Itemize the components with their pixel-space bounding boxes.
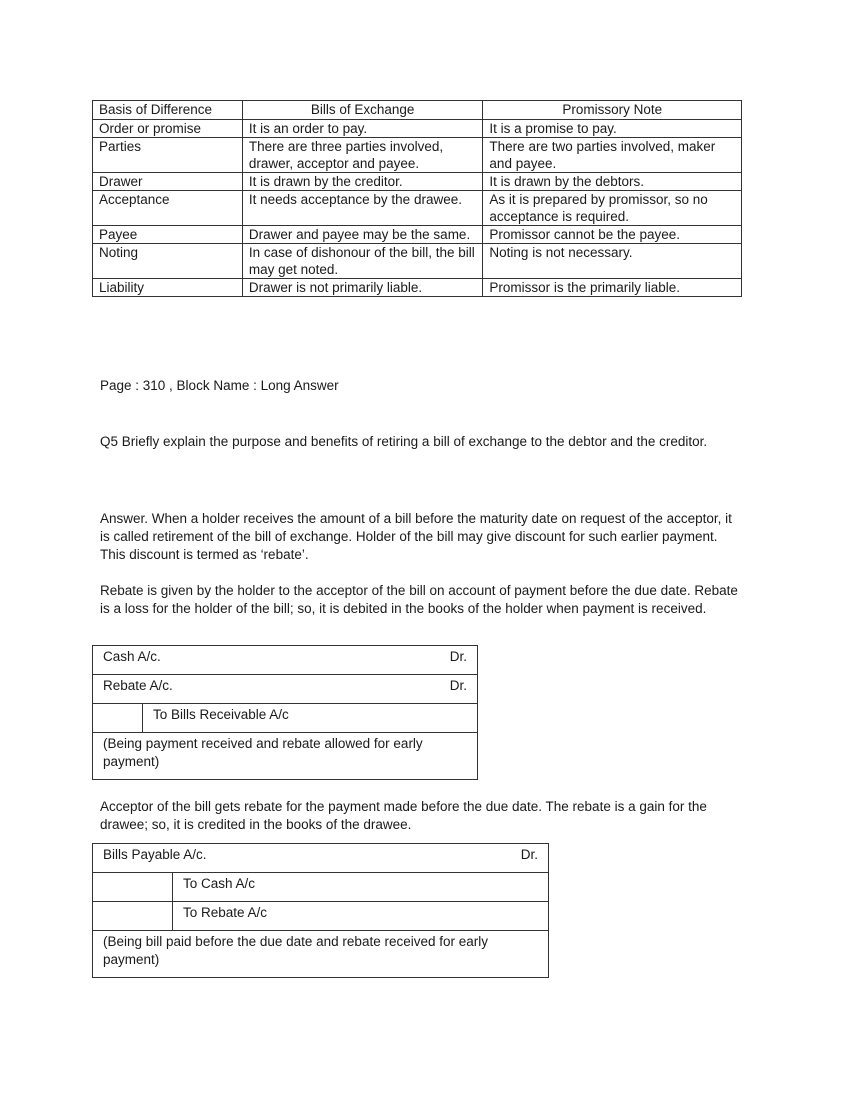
table-cell: Liability — [93, 279, 243, 297]
question-text: Q5 Briefly explain the purpose and benefits of retiring a bill of exchange to the debtor and the creditor. — [100, 434, 708, 449]
table-cell: Promissor cannot be the payee. — [483, 226, 742, 244]
journal-row — [93, 873, 549, 902]
dr-label: Dr. — [520, 847, 538, 862]
table-cell: Drawer and payee may be the same. — [242, 226, 483, 244]
table-row — [93, 173, 742, 191]
journal-debit-cell — [93, 646, 478, 675]
table-cell: As it is prepared by promissor, so no acceptance is required. — [483, 191, 742, 226]
dr-label: Dr. — [449, 649, 467, 664]
column-header: Bills of Exchange — [242, 101, 483, 120]
debit-account: Bills Payable A/c. — [103, 847, 207, 862]
table-row — [93, 226, 742, 244]
table-cell: It is an order to pay. — [242, 120, 483, 138]
credit-account: To Rebate A/c — [173, 902, 549, 931]
table-cell: It is drawn by the creditor. — [242, 173, 483, 191]
journal-row — [93, 675, 478, 704]
table-cell: It is drawn by the debtors. — [483, 173, 742, 191]
table-cell: Parties — [93, 138, 243, 173]
table-row — [93, 244, 742, 279]
journal-row — [93, 844, 549, 873]
comparison-table — [92, 100, 742, 297]
table-cell: Drawer — [93, 173, 243, 191]
table-row — [93, 120, 742, 138]
credit-account: To Bills Receivable A/c — [143, 704, 478, 733]
table-cell: Payee — [93, 226, 243, 244]
table-cell: There are two parties involved, maker and payee. — [483, 138, 742, 173]
journal-row — [93, 931, 549, 978]
journal-spacer-cell — [93, 704, 143, 733]
journal-entry-holder — [92, 645, 478, 780]
table-cell: It is a promise to pay. — [483, 120, 742, 138]
dr-label: Dr. — [449, 678, 467, 693]
column-header: Basis of Difference — [93, 101, 243, 120]
journal-spacer-cell — [93, 873, 173, 902]
column-header: Promissory Note — [483, 101, 742, 120]
journal-debit-cell — [93, 675, 478, 704]
journal-entry-drawee — [92, 843, 549, 978]
journal-debit-cell — [93, 844, 549, 873]
page-reference: Page : 310 , Block Name : Long Answer — [100, 378, 339, 393]
table-row — [93, 191, 742, 226]
table-cell: Order or promise — [93, 120, 243, 138]
answer-paragraph-2: Rebate is given by the holder to the acceptor of the bill on account of payment before the due date. Rebate is a loss for the holder of the bill; so, it is debited in the books of the holder when payment is received. — [100, 583, 738, 616]
debit-account: Cash A/c. — [103, 649, 161, 664]
table-cell: In case of dishonour of the bill, the bill may get noted. — [242, 244, 483, 279]
journal-row — [93, 733, 478, 780]
table-row — [93, 279, 742, 297]
journal-spacer-cell — [93, 902, 173, 931]
table-cell: Promissor is the primarily liable. — [483, 279, 742, 297]
table-header-row — [93, 101, 742, 120]
table-cell: Drawer is not primarily liable. — [242, 279, 483, 297]
debit-account: Rebate A/c. — [103, 678, 173, 693]
journal-row — [93, 704, 478, 733]
journal-narration: (Being bill paid before the due date and rebate received for early payment) — [93, 931, 549, 978]
table-cell: Noting is not necessary. — [483, 244, 742, 279]
table-cell: Noting — [93, 244, 243, 279]
journal-row — [93, 902, 549, 931]
table-cell: Acceptance — [93, 191, 243, 226]
answer-paragraph-3: Acceptor of the bill gets rebate for the payment made before the due date. The rebate is a gain for the drawee; so, it is credited in the books of the drawee. — [100, 799, 707, 832]
journal-narration: (Being payment received and rebate allowed for early payment) — [93, 733, 478, 780]
journal-row — [93, 646, 478, 675]
table-cell: It needs acceptance by the drawee. — [242, 191, 483, 226]
credit-account: To Cash A/c — [173, 873, 549, 902]
table-row — [93, 138, 742, 173]
table-cell: There are three parties involved, drawer, acceptor and payee. — [242, 138, 483, 173]
answer-paragraph-1: Answer. When a holder receives the amount of a bill before the maturity date on request of the acceptor, it is called retirement of the bill of exchange. Holder of the bill may give discount for such earlier payment. This discount is termed as ‘rebate’. — [100, 511, 732, 562]
